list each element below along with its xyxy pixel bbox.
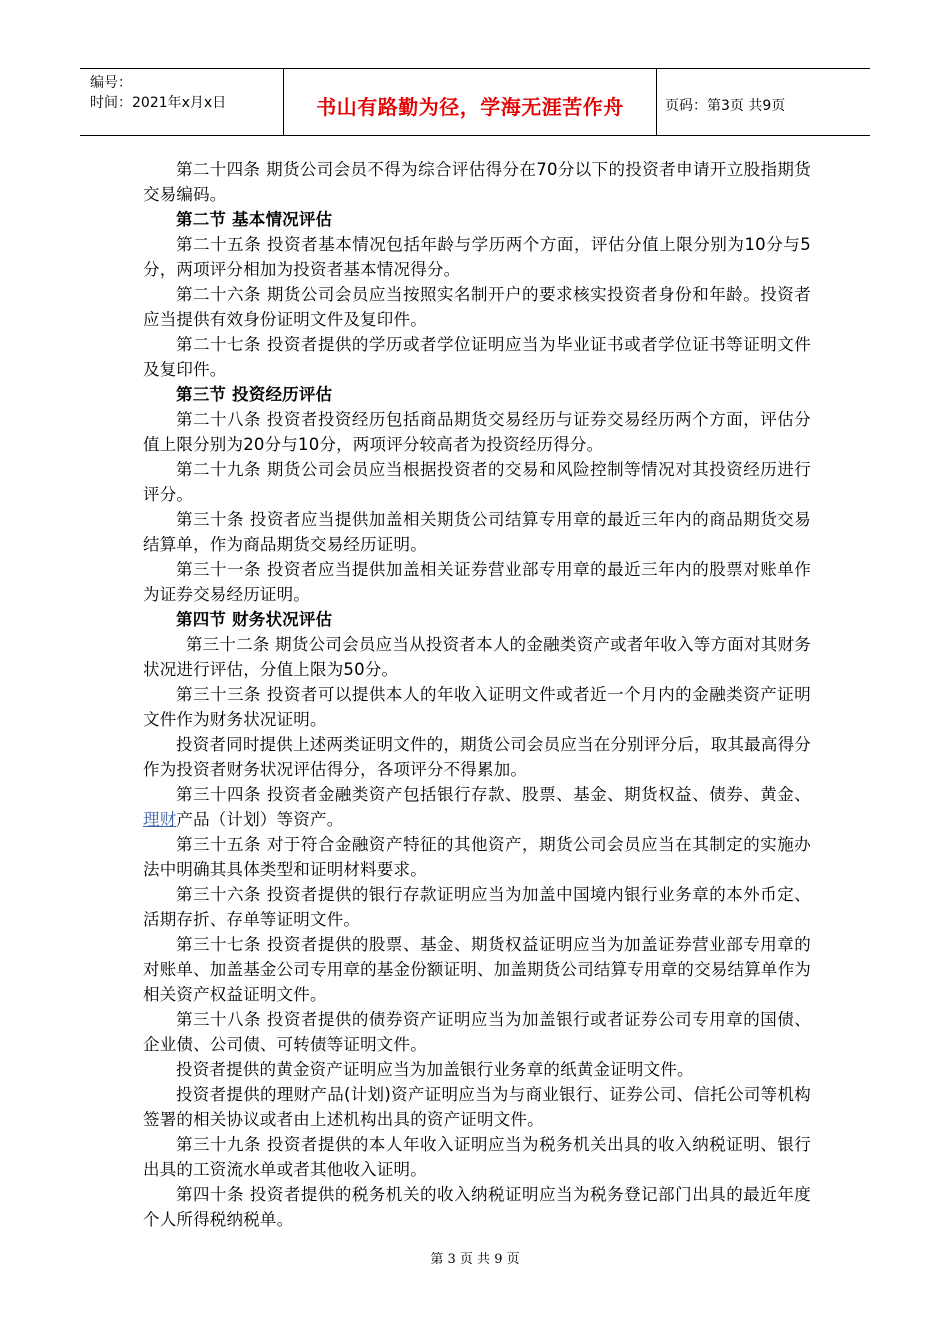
article-26: 第二十六条 期货公司会员应当按照实名制开户的要求核实投资者身份和年龄。投资者应当提供有效身份证明文件及复印件。	[143, 285, 811, 329]
document-number-label: 编号：	[90, 75, 132, 91]
page-footer: 第 3 页 共 9 页	[430, 1252, 520, 1267]
article-35: 第三十五条 对于符合金融资产特征的其他资产，期货公司会员应当在其制定的实施办法中明确其具体类型和证明材料要求。	[143, 835, 811, 879]
header-meta	[80, 69, 284, 135]
section-heading-3: 第三节 投资经历评估	[176, 385, 333, 404]
article-39: 第三十九条 投资者提供的本人年收入证明应当为税务机关出具的收入纳税证明、银行出具的工资流水单或者其他收入证明。	[143, 1135, 811, 1179]
article-28: 第二十八条 投资者投资经历包括商品期货交易经历与证券交易经历两个方面，评估分值上限分别为20分与10分，两项评分较高者为投资经历得分。	[143, 410, 811, 454]
article-32: 第三十二条 期货公司会员应当从投资者本人的金融类资产或者年收入等方面对其财务状况进行评估，分值上限为50分。	[143, 635, 811, 679]
document-body	[143, 157, 811, 1232]
article-29: 第二十九条 期货公司会员应当根据投资者的交易和风险控制等情况对其投资经历进行评分。	[143, 460, 811, 504]
article-34	[143, 782, 811, 832]
article-27: 第二十七条 投资者提供的学历或者学位证明应当为毕业证书或者学位证书等证明文件及复印件。	[143, 335, 811, 379]
paragraph-wealth-product-proof: 投资者提供的理财产品(计划)资产证明应当为与商业银行、证券公司、信托公司等机构签署的相关协议或者由上述机构出具的资产证明文件。	[143, 1085, 811, 1129]
article-25: 第二十五条 投资者基本情况包括年龄与学历两个方面，评估分值上限分别为10分与5分，两项评分相加为投资者基本情况得分。	[143, 235, 811, 279]
article-40: 第四十条 投资者提供的税务机关的收入纳税证明应当为税务登记部门出具的最近年度个人所得税纳税单。	[143, 1185, 811, 1229]
paragraph-combined-proof: 投资者同时提供上述两类证明文件的，期货公司会员应当在分别评分后，取其最高得分作为投资者财务状况评估得分，各项评分不得累加。	[143, 735, 811, 779]
page-header	[80, 68, 870, 136]
article-36: 第三十六条 投资者提供的银行存款证明应当为加盖中国境内银行业务章的本外币定、活期存折、存单等证明文件。	[143, 885, 811, 929]
paragraph-gold-proof: 投资者提供的黄金资产证明应当为加盖银行业务章的纸黄金证明文件。	[176, 1060, 694, 1079]
article-38: 第三十八条 投资者提供的债券资产证明应当为加盖银行或者证券公司专用章的国债、企业债、公司债、可转债等证明文件。	[143, 1010, 811, 1054]
article-33: 第三十三条 投资者可以提供本人的年收入证明文件或者近一个月内的金融类资产证明文件作为财务状况证明。	[143, 685, 811, 729]
section-heading-4: 第四节 财务状况评估	[176, 610, 333, 629]
wealth-management-link[interactable]: 理财	[143, 810, 177, 829]
article-30: 第三十条 投资者应当提供加盖相关期货公司结算专用章的最近三年内的商品期货交易结算单，作为商品期货交易经历证明。	[143, 510, 811, 554]
header-page-number: 页码：第3页 共9页	[665, 98, 786, 114]
article-24: 第二十四条 期货公司会员不得为综合评估得分在70分以下的投资者申请开立股指期货交易编码。	[143, 160, 811, 204]
article-31: 第三十一条 投资者应当提供加盖相关证券营业部专用章的最近三年内的股票对账单作为证券交易经历证明。	[143, 560, 811, 604]
section-heading-2: 第二节 基本情况评估	[176, 210, 333, 229]
header-motto: 书山有路勤为径，学海无涯苦作舟	[284, 69, 657, 135]
article-34-text-after: 产品（计划）等资产。	[176, 810, 344, 829]
article-37: 第三十七条 投资者提供的股票、基金、期货权益证明应当为加盖证券营业部专用章的对账单、加盖基金公司专用章的基金份额证明、加盖期货公司结算专用章的交易结算单作为相关资产权益证明文件。	[143, 935, 811, 1004]
article-34-text-before: 第三十四条 投资者金融类资产包括银行存款、股票、基金、期货权益、债券、黄金、	[176, 785, 811, 804]
document-date: 时间：2021年x月x日	[90, 95, 227, 111]
